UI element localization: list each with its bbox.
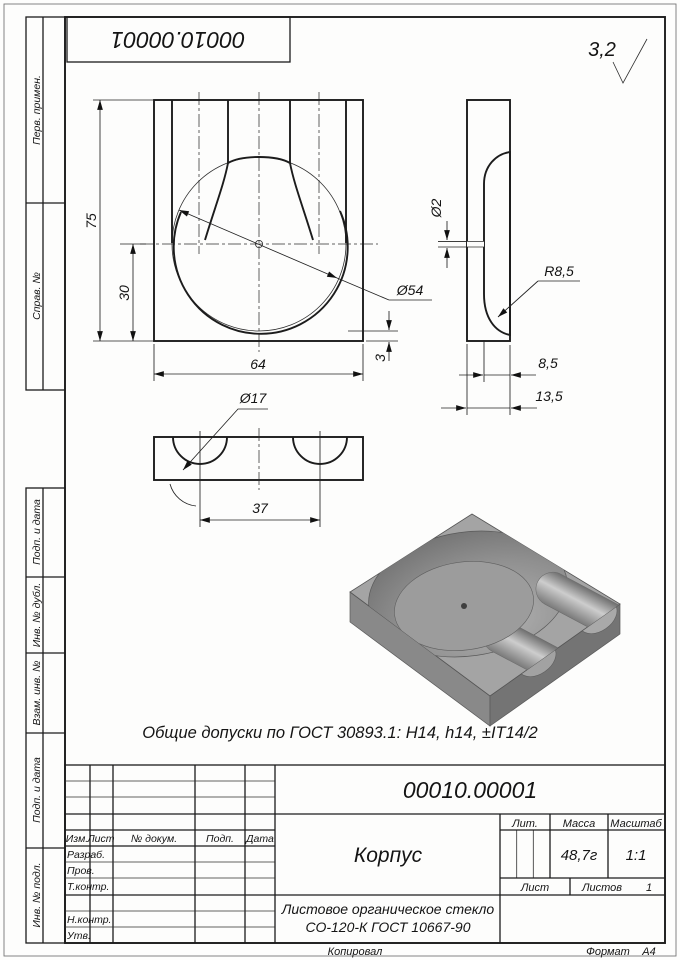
bottom-dim-diameter: Ø17 [239, 390, 267, 406]
row-razrab: Разраб. [67, 849, 105, 861]
front-dim-gap: 3 [372, 354, 388, 362]
col-date: Дата [246, 833, 274, 845]
row-tkontr: Т.контр. [67, 881, 110, 893]
material-line2: СО-120-К ГОСТ 10667-90 [305, 919, 471, 935]
margin-label-vzam-inv: Взам. инв. № [31, 660, 43, 726]
col-izm: Изм. [65, 833, 89, 845]
front-dim-width: 64 [250, 356, 266, 372]
col-doc: № докум. [130, 833, 178, 845]
margin-label-podp-data-2: Подп. и дата [31, 757, 43, 823]
material-line1: Листовое органическое стекло [281, 901, 495, 917]
bottom-dim-spacing: 37 [252, 500, 268, 516]
copied-label: Копировал [327, 946, 383, 958]
col-sign: Подп. [206, 833, 234, 845]
front-dim-height: 75 [83, 213, 99, 229]
side-dim-hole: Ø2 [428, 198, 444, 218]
margin-label-podp-data-1: Подп. и дата [31, 499, 43, 565]
list-label: Лист [520, 882, 550, 894]
front-dim-center: 30 [116, 285, 132, 301]
row-prov: Пров. [67, 865, 95, 877]
scale-value: 1:1 [625, 847, 647, 864]
format-label: Формат [586, 946, 630, 958]
margin-label-inv-dubl: Инв. № дубл. [31, 582, 43, 648]
roughness-value: 3,2 [588, 39, 616, 61]
margin-label-sprav-no: Справ. № [31, 272, 43, 320]
format-value: А4 [642, 946, 656, 958]
margin-label-inv-podl: Инв. № подл. [31, 862, 43, 928]
listov-label: Листов [581, 882, 623, 894]
general-tolerance-note: Общие допуски по ГОСТ 30893.1: H14, h14, ±IT14/2 [142, 724, 538, 742]
side-dim-thickness: 13,5 [535, 388, 563, 404]
mass-label: Масса [562, 818, 596, 830]
side-dim-radius: R8,5 [544, 263, 574, 279]
titleblock-designation: 00010.00001 [402, 777, 538, 803]
scale-label: Масштаб [610, 818, 662, 830]
side-dim-depth: 8,5 [538, 355, 558, 371]
row-nkontr: Н.контр. [67, 914, 112, 926]
row-utv: Утв. [67, 930, 91, 942]
rotated-designation: 00010.00001 [110, 27, 246, 53]
mass-value: 48,7г [560, 847, 598, 864]
margin-label-perv-primen: Перв. примен. [31, 75, 43, 145]
front-dim-diameter: Ø54 [396, 282, 424, 298]
part-name: Корпус [353, 844, 423, 867]
lit-label: Лит. [512, 818, 538, 830]
listov-value: 1 [645, 882, 653, 894]
col-list: Лист [87, 833, 115, 845]
